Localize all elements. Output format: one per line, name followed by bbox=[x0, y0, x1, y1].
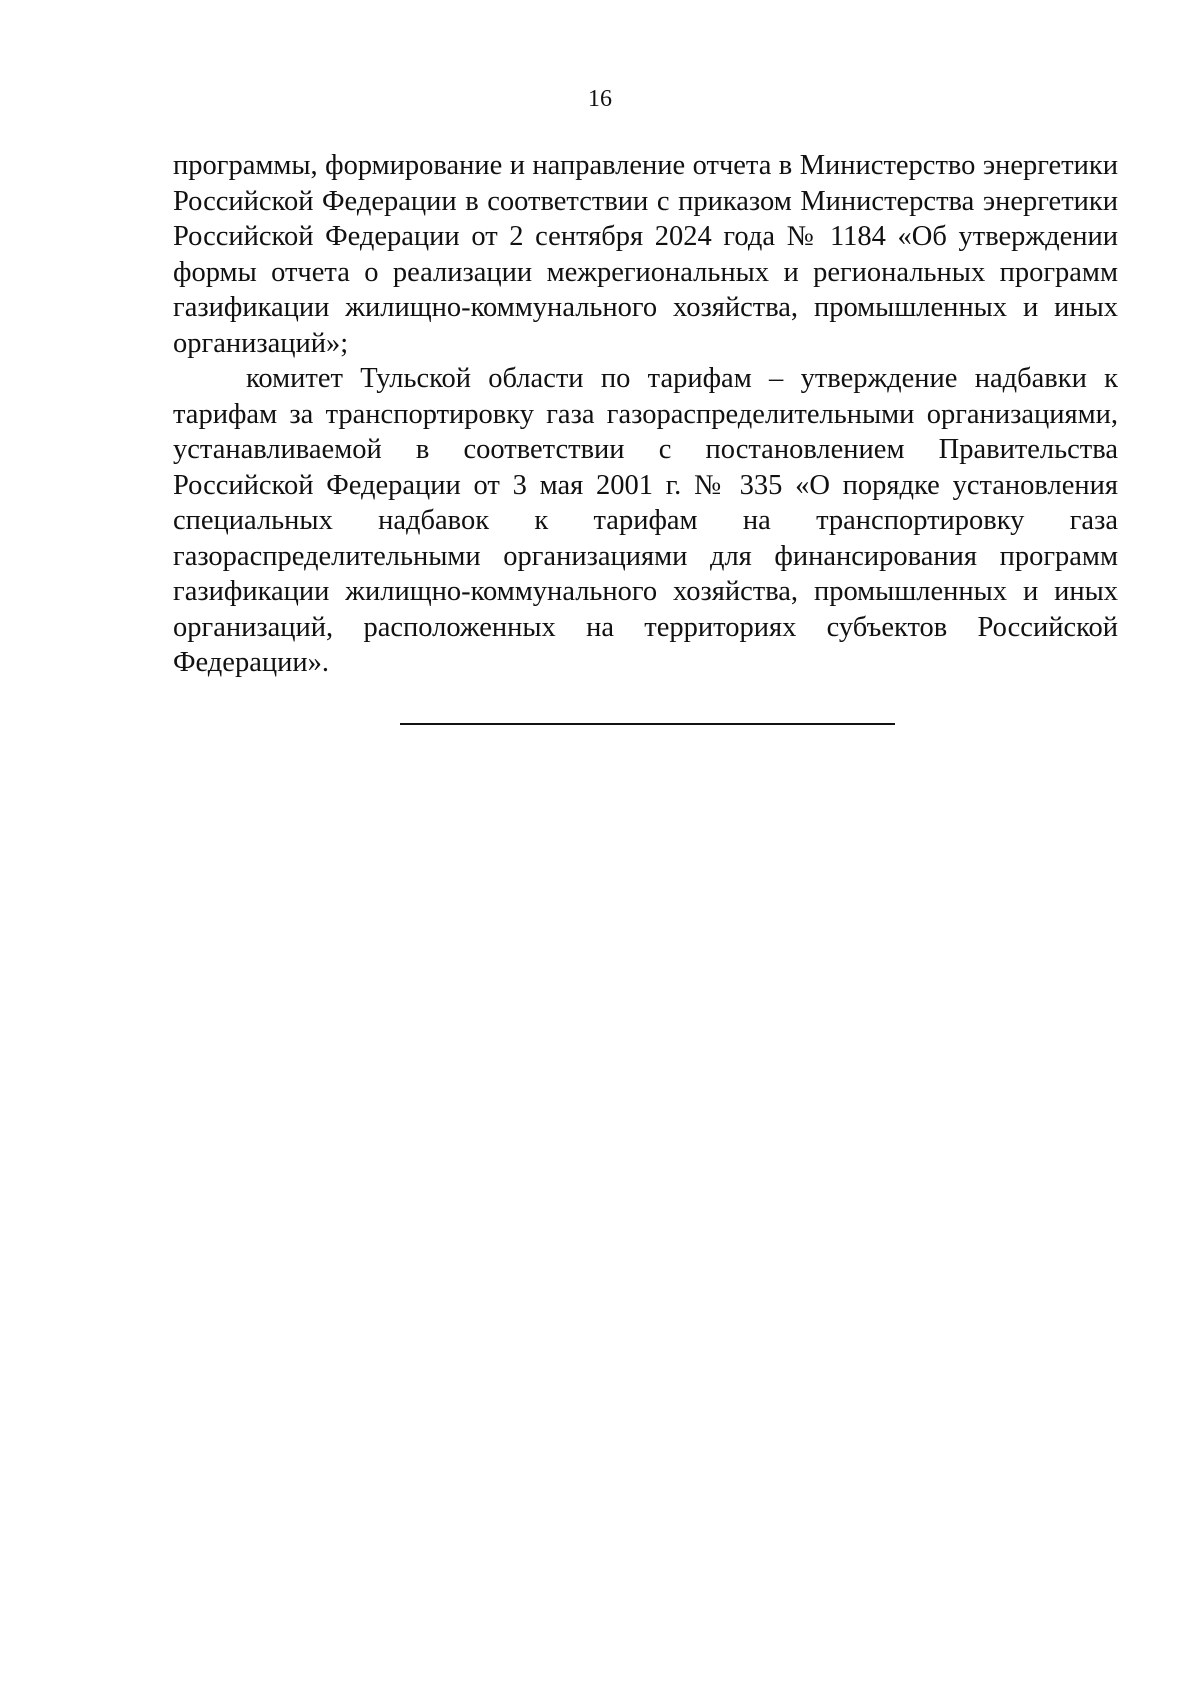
paragraph-tariff-committee: комитет Тульской области по тарифам – утверждение надбавки к тарифам за транспортировку газа газораспределительными организациями, устанавливаемой в соответствии с постановлением Правительства Российской Федерации от 3 мая 2001 г. № 335 «О порядке установления специальных надбавок к тарифам на транспортировку газа газораспределительными организациями для финансирования программ газификации жилищно-коммунального хозяйства, промышленных и иных организаций, расположенных на территориях субъектов Российской Федерации». bbox=[173, 363, 1118, 678]
page-number: 16 bbox=[588, 86, 612, 112]
end-separator-line bbox=[400, 723, 895, 725]
body-text bbox=[173, 148, 1118, 681]
paragraph-reporting-requirement: программы, формирование и направление отчета в Министерство энергетики Российской Федерации в соответствии с приказом Министерства энергетики Российской Федерации от 2 сентября 2024 года № 1184 «Об утверждении формы отчета о реализации межрегиональных и региональных программ газификации жилищно-коммунального хозяйства, промышленных и иных организаций»; bbox=[173, 150, 1118, 359]
